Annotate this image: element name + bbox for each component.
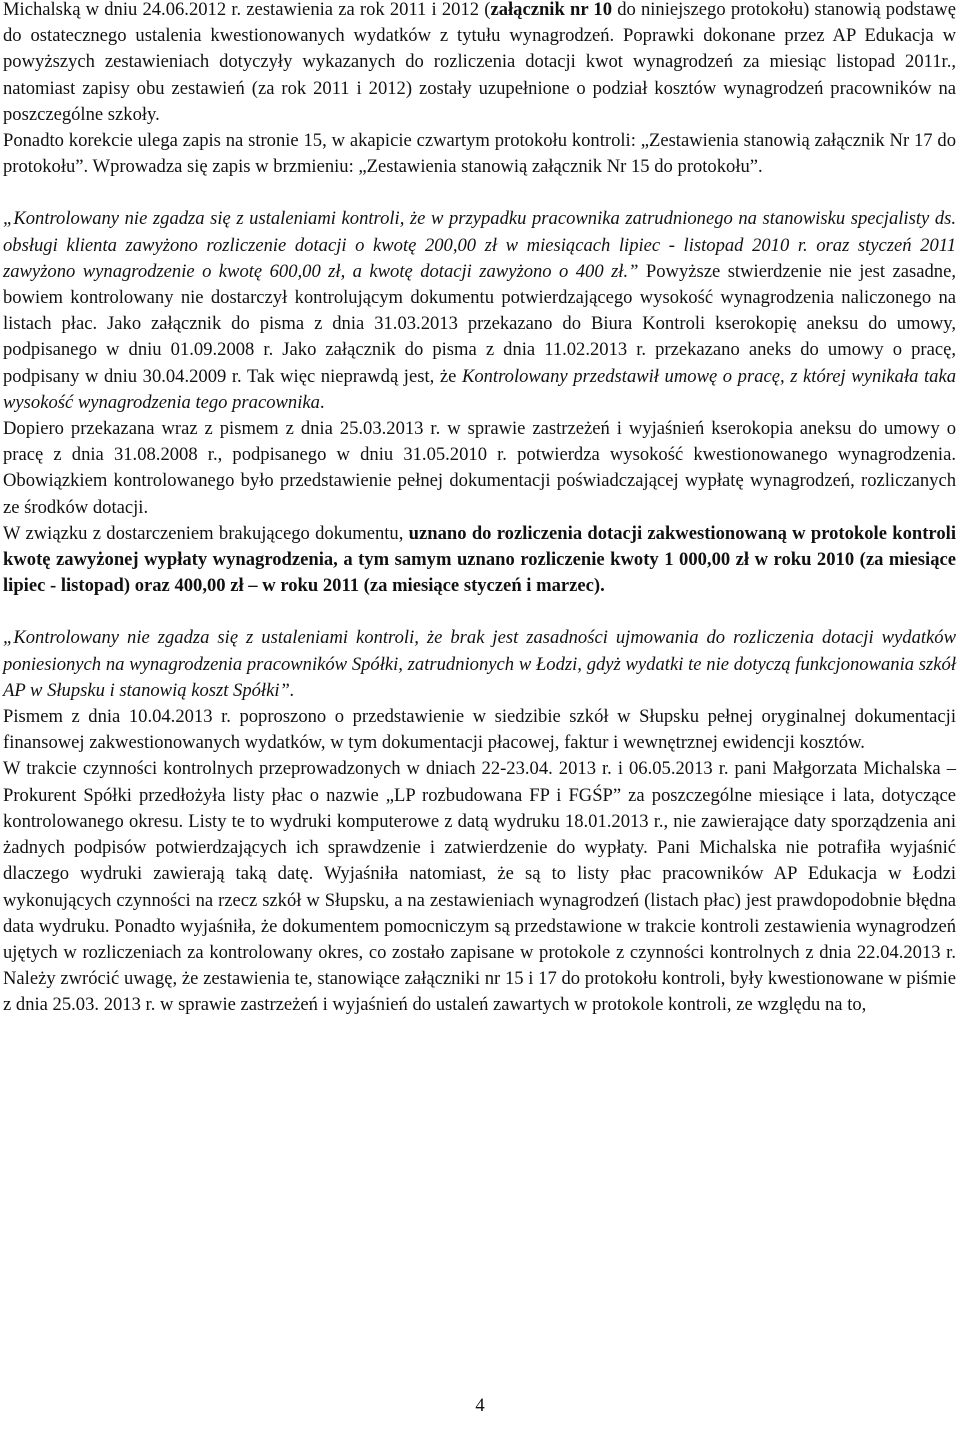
italic-quote-run: „Kontrolowany nie zgadza się z ustaleniami kontroli, że w przypadku pracownika zatrudnionego na stanowisku specjalisty ds. obsługi klienta zawyżono rozliczenie dotacji o kwotę 200,00 zł w miesiącach lipiec - listopad 2010 r. oraz styczeń 2011 zawyżono wynagrodzenie o kwotę 600,00 zł, a kwotę dotacji zawyżono o 400 zł.” <box>3 208 956 282</box>
text-run: W trakcie czynności kontrolnych przeprowadzonych w dniach 22-23.04. 2013 r. i 06.05.2013 r. pani Małgorzata Michalska – Prokurent Spółki przedłożyła listy płac o nazwie „LP rozbudowana FP i FGŚP” za poszczególne miesiące i lata, dotyczące kontrolowanego okresu. Listy te to wydruki komputerowe z datą wydruku 18.01.2013 r., nie zawierające daty sporządzenia ani żadnych podpisów potwierdzających ich sprawdzenie i zatwierdzenie do wypłaty. Pani Michalska nie potrafiła wyjaśnić dlaczego wydruki zawierają taką datę. Wyjaśniła natomiast, że są to listy płac pracowników AP Edukacja w Łodzi wykonujących czynności na rzecz szkół w Słupsku, a na zestawieniach wynagrodzeń (listach płac) jest prawdopodobnie błędna data wydruku. Ponadto wyjaśniła, że dokumentem pomocniczym są przedstawione w trakcie kontroli zestawienia wynagrodzeń ujętych w rozliczeniach za kontrolowany okres, co zostało zapisane w protokole z czynności kontrolnych z dnia 22.04.2013 r. Należy zwrócić uwagę, że zestawienia te, stanowiące załączniki nr 15 i 17 do protokołu kontroli, były kwestionowane w piśmie z dnia 25.03. 2013 r. w sprawie zastrzeżeń i wyjaśnień do ustaleń zawartych w protokole kontroli, ze względu na to, <box>3 758 956 1016</box>
paragraph <box>3 625 956 704</box>
bold-text-run: uznano do rozliczenia dotacji zakwestionowaną w protokole kontroli kwotę zawyżonej wypłaty wynagrodzenia, a tym samym uznano rozliczenie kwoty 1 000,00 zł w roku 2010 (za miesiące lipiec - listopad) oraz 400,00 zł – w roku 2011 (za miesiące styczeń i marzec). <box>3 522 956 597</box>
text-run: Ponadto korekcie ulega zapis na stronie 15, w akapicie czwartym protokołu kontroli: „Zestawienia stanowią załącznik Nr 17 do protokołu”. Wprowadza się zapis w brzmieniu: „Zestawienia stanowią załącznik Nr 15 do protokołu”. <box>3 130 956 178</box>
paragraph <box>3 0 956 128</box>
paragraph <box>3 704 956 756</box>
paragraph <box>3 128 956 180</box>
text-run: Pismem z dnia 10.04.2013 r. poproszono o przedstawienie w siedzibie szkół w Słupsku pełnej oryginalnej dokumentacji finansowej zakwestionowanych wydatków, w tym dokumentacji płacowej, faktur i wewnętrznej ewidencji kosztów. <box>3 706 956 754</box>
text-run: Powyższe stwierdzenie nie jest zasadne, bowiem kontrolowany nie dostarczył kontrolującym dokumentu potwierdzającego wysokość wynagrodzenia naliczonego na listach płac. Jako załącznik do pisma z dnia 31.03.2013 przekazano do Biura Kontroli kserokopię aneksu do umowy, podpisanego w dniu 01.09.2008 r. Jako załącznik do pisma z dnia 11.02.2013 r. przekazano aneks do umowy o pracę, podpisany w dniu 30.04.2009 r. Tak więc nieprawdą jest, że <box>3 260 956 387</box>
text-run: . <box>319 391 325 413</box>
text-run: W związku z dostarczeniem brakującego dokumentu, <box>3 522 409 544</box>
text-run: do niniejszego protokołu) stanowią podstawę do ostatecznego ustalenia kwestionowanych wydatków z tytułu wynagrodzeń. Poprawki dokonane przez AP Edukacja w powyższych zestawieniach dotyczyły wykazanych do rozliczenia dotacji kwot wynagrodzeń za miesiąc listopad 2011r., natomiast zapisy obu zestawień (za rok 2011 i 2012) zostały uzupełnione o podział kosztów wynagrodzeń pracowników na poszczególne szkoły. <box>3 0 956 125</box>
text-run: Michalską w dniu 24.06.2012 r. zestawienia za rok 2011 i 2012 ( <box>3 0 491 20</box>
italic-quote-run: Kontrolowany przedstawił umowę o pracę, z której wynikała taka wysokość wynagrodzenia tego pracownika <box>3 365 957 413</box>
paragraph <box>3 756 956 1018</box>
bold-text-run: załącznik nr 10 <box>490 0 613 20</box>
paragraph <box>3 521 956 600</box>
document-body <box>3 0 956 1019</box>
italic-quote-run: „Kontrolowany nie zgadza się z ustaleniami kontroli, że brak jest zasadności ujmowania do rozliczenia dotacji wydatków poniesionych na wynagrodzenia pracowników Spółki, zatrudnionych w Łodzi, gdyż wydatki te nie dotyczą funkcjonowania szkół AP w Słupsku i stanowią koszt Spółki”. <box>3 627 956 701</box>
paragraph <box>3 416 956 521</box>
text-run: Dopiero przekazana wraz z pismem z dnia 25.03.2013 r. w sprawie zastrzeżeń i wyjaśnień kserokopia aneksu do umowy o pracę z dnia 31.08.2008 r., podpisanego w dniu 31.05.2010 r. potwierdza wysokość kwestionowanego wynagrodzenia. Obowiązkiem kontrolowanego było przedstawienie pełnej dokumentacji poświadczającej wypłatę wynagrodzeń, rozliczanych ze środków dotacji. <box>3 418 956 518</box>
paragraph <box>3 206 956 416</box>
page-number: 4 <box>475 1395 485 1416</box>
